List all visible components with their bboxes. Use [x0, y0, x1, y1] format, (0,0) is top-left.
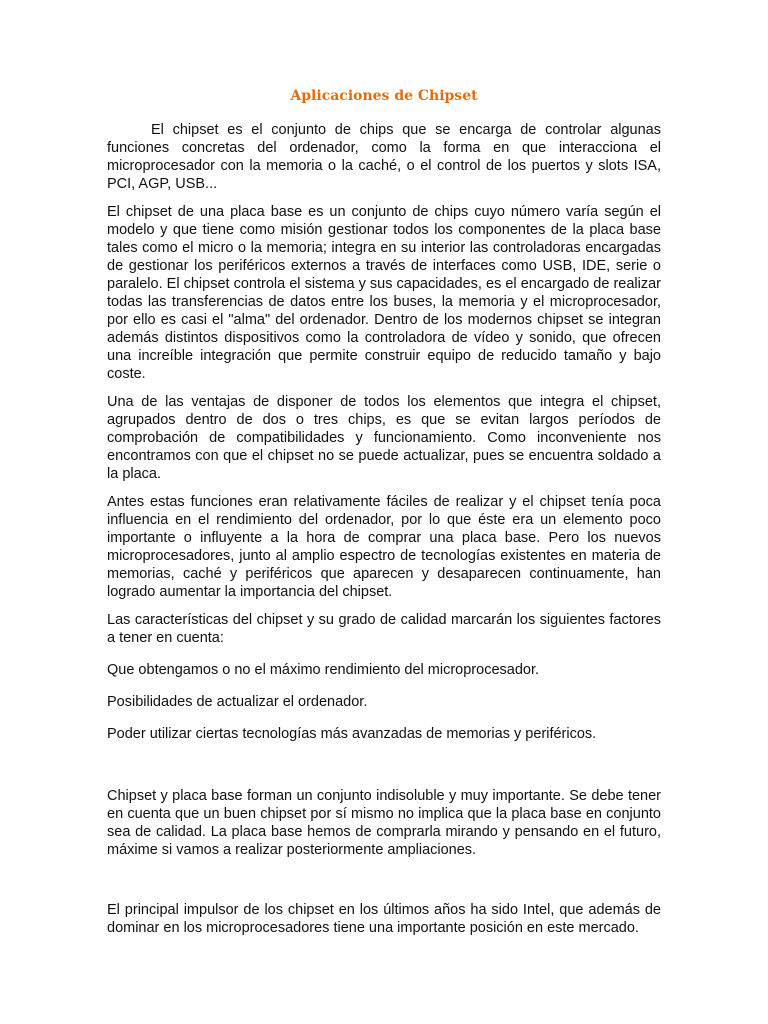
paragraph-advantages: Una de las ventajas de disponer de todos los elementos que integra el chipset, agrupados dentro de dos o tres chips, es que se evitan largos períodos de comprobación de compatibilidades y funcionamiento. Como inconveniente nos encontramos con que el chipset no se puede actualizar, pues se encuentra soldado a la placa.: [107, 394, 661, 482]
document-page: [107, 86, 661, 937]
paragraph-factor-technologies: Poder utilizar ciertas tecnologías más avanzadas de memorias y periféricos.: [107, 726, 597, 742]
paragraph-chipset-definition: El chipset de una placa base es un conjunto de chips cuyo número varía según el modelo y que tiene como misión gestionar todos los componentes de la placa base tales como el micro o la memoria; integra en su interior las controladoras encargadas de gestionar los periféricos externos a través de interfaces como USB, IDE, serie o paralelo. El chipset controla el sistema y sus capacidades, es el encargado de realizar todas las transferencias de datos entre los buses, la memoria y el microprocesador, por ello es casi el "alma" del ordenador. Dentro de los modernos chipset se integran además distintos dispositivos como la controladora de vídeo y sonido, que ofrecen una increíble integración que permite construir equipo de reducido tamaño y bajo coste.: [107, 204, 661, 382]
paragraph-history: Antes estas funciones eran relativamente fáciles de realizar y el chipset tenía poca influencia en el rendimiento del ordenador, por lo que éste era un elemento poco importante o influyente a la hora de comprar una placa base. Pero los nuevos microprocesadores, junto al amplio espectro de tecnologías existentes en materia de memorias, caché y periféricos que aparecen y desaparecen continuamente, han logrado aumentar la importancia del chipset.: [107, 494, 661, 600]
paragraph-factor-upgrade: Posibilidades de actualizar el ordenador.: [107, 694, 368, 710]
paragraph-motherboard: Chipset y placa base forman un conjunto indisoluble y muy importante. Se debe tener en cuenta que un buen chipset por sí mismo no implica que la placa base en conjunto sea de calidad. La placa base hemos de comprarla mirando y pensando en el futuro, máxime si vamos a realizar posteriormente ampliaciones.: [107, 788, 661, 858]
paragraph-factor-performance: Que obtengamos o no el máximo rendimiento del microprocesador.: [107, 662, 540, 678]
paragraph-intel: El principal impulsor de los chipset en los últimos años ha sido Intel, que además de dominar en los microprocesadores tiene una importante posición en este mercado.: [107, 902, 661, 936]
paragraph-intro: El chipset es el conjunto de chips que se encarga de controlar algunas funciones concretas del ordenador, como la forma en que interacciona el microprocesador con la memoria o la caché, o el control de los puertos y slots ISA, PCI, AGP, USB...: [107, 122, 661, 192]
paragraph-factors-intro: Las características del chipset y su grado de calidad marcarán los siguientes factores a tener en cuenta:: [107, 612, 661, 646]
document-title: Aplicaciones de Chipset: [290, 88, 478, 104]
